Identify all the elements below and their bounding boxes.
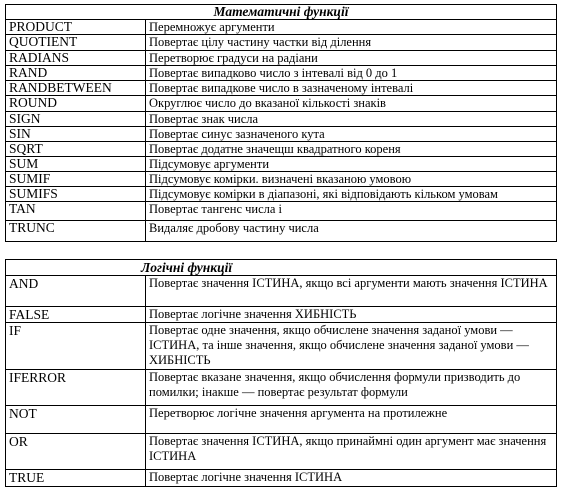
function-description: Повертає логічне значення ІСТИНА	[146, 470, 557, 487]
function-description: Повертає значення ІСТИНА, якщо всі аргументи мають значення ІСТИНА	[146, 276, 557, 307]
function-description: Повертає цілу частину частки від ділення	[146, 35, 557, 51]
function-description: Перетворює градуси на радіани	[146, 51, 557, 66]
function-description: Повертає одне значення, якщо обчислене значення заданої умови — ІСТИНА, та інше значення, якщо обчислене значення заданої умови — ХИБНІСТЬ	[146, 323, 557, 370]
function-name: QUOTIENT	[6, 35, 146, 51]
function-description: Повертає синус зазначеного кута	[146, 127, 557, 142]
table-row	[6, 51, 557, 66]
function-name: RAND	[6, 66, 146, 81]
logical-functions-table	[5, 259, 557, 487]
table-row	[6, 434, 557, 470]
table-row	[6, 172, 557, 187]
function-description: Повертає додатне значещш квадратного кореня	[146, 142, 557, 157]
function-name: TAN	[6, 202, 146, 221]
function-description: Повертає знак числа	[146, 112, 557, 127]
function-description: Округлює число до вказаної кількості знаків	[146, 96, 557, 112]
function-name: OR	[6, 434, 146, 470]
table-row	[6, 96, 557, 112]
function-name: PRODUCT	[6, 20, 146, 35]
logic-table-title: Логічні функції	[6, 260, 557, 276]
table-row	[6, 127, 557, 142]
function-name: NOT	[6, 406, 146, 434]
table-row	[6, 406, 557, 434]
math-table-title: Математичні функції	[6, 5, 557, 20]
table-row	[6, 112, 557, 127]
function-name: SUMIFS	[6, 187, 146, 202]
function-description: Повертає вказане значення, якщо обчислення формули призводить до помилки; інакше — повертає результат формули	[146, 370, 557, 406]
function-name: RANDBETWEEN	[6, 81, 146, 96]
table-row	[6, 187, 557, 202]
function-name: SUMIF	[6, 172, 146, 187]
table-row	[6, 20, 557, 35]
function-description: Повертає значення ІСТИНА, якщо принаймні один аргумент має значення ІСТИНА	[146, 434, 557, 470]
function-name: SUM	[6, 157, 146, 172]
table-row	[6, 323, 557, 370]
function-name: SIN	[6, 127, 146, 142]
table-row	[6, 221, 557, 242]
function-name: TRUE	[6, 470, 146, 487]
function-description: Підсумовує комірки в діапазоні, які відповідають кільком умовам	[146, 187, 557, 202]
table-row	[6, 66, 557, 81]
table-row	[6, 470, 557, 487]
function-description: Повертає випадкове число в зазначеному інтевалі	[146, 81, 557, 96]
table-row	[6, 157, 557, 172]
table-title-row	[6, 5, 557, 20]
function-name: IF	[6, 323, 146, 370]
function-description: Повертає тангенс числа і	[146, 202, 557, 221]
table-row	[6, 276, 557, 307]
function-name: ROUND	[6, 96, 146, 112]
function-name: TRUNC	[6, 221, 146, 242]
function-description: Перетворює логічне значення аргумента на протилежне	[146, 406, 557, 434]
table-row	[6, 370, 557, 406]
table-title-row	[6, 260, 557, 276]
function-name: IFERROR	[6, 370, 146, 406]
function-description: Видаляє дробову частину числа	[146, 221, 557, 242]
table-row	[6, 81, 557, 96]
table-row	[6, 307, 557, 323]
function-description: Підсумовує комірки. визначені вказаною умовою	[146, 172, 557, 187]
function-name: AND	[6, 276, 146, 307]
function-name: SQRT	[6, 142, 146, 157]
function-description: Повертає логічне значення ХИБНІСТЬ	[146, 307, 557, 323]
function-name: FALSE	[6, 307, 146, 323]
function-name: SIGN	[6, 112, 146, 127]
function-description: Перемножує аргументи	[146, 20, 557, 35]
function-description: Повертає випадково число з інтевалі від 0 до 1	[146, 66, 557, 81]
math-functions-table	[5, 4, 557, 242]
table-row	[6, 35, 557, 51]
table-row	[6, 202, 557, 221]
function-description: Підсумовує аргументи	[146, 157, 557, 172]
function-name: RADIANS	[6, 51, 146, 66]
table-row	[6, 142, 557, 157]
